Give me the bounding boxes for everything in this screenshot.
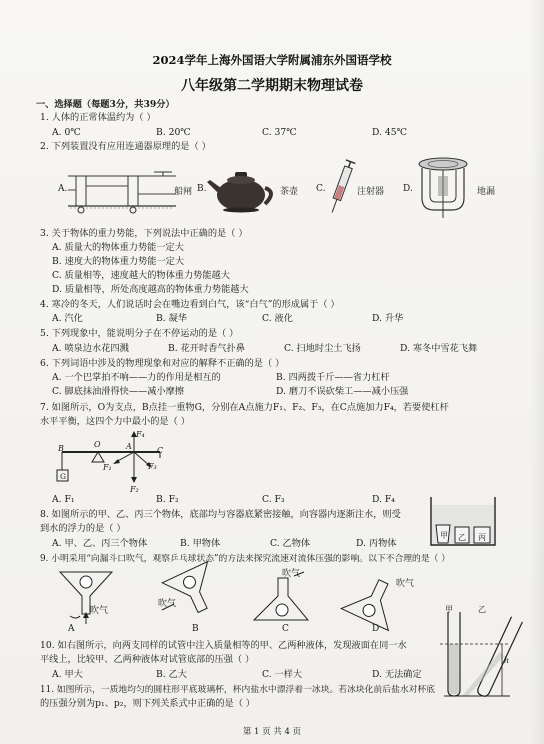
- q8-stem-line2: 到水的浮力的是（ ）: [40, 523, 126, 534]
- exam-title: 八年级第二学期期末物理试卷: [181, 78, 363, 94]
- q1-option-c: C. 37℃: [262, 127, 297, 138]
- q3-option-b: B. 速度大的物体重力势能一定大: [52, 256, 185, 267]
- lever-figure: [56, 428, 176, 504]
- q2-label-a: 船闸: [174, 187, 193, 197]
- q10-option-c: C. 一样大: [262, 669, 303, 680]
- q10-option-d: D. 无法确定: [372, 669, 422, 680]
- q9-funnel-b: [160, 566, 230, 624]
- q8-fig-jia: 甲: [440, 531, 448, 540]
- q9-stem: 9. 小明采用“向漏斗口吹气，观察乒乓球状态”的方法来探究流速对流体压强的影响。以下不合理的是（ ）: [40, 554, 451, 564]
- q3-stem: 3. 关于物体的重力势能，下列说法中正确的是（ ）: [40, 228, 248, 239]
- ship-lock-figure: [68, 164, 176, 214]
- q5-option-d: D. 寒冬中雪花飞舞: [400, 343, 478, 354]
- q10-fig-h: h: [504, 656, 510, 665]
- q10-stem-line2: 平线上，比较甲、乙两种液体对试管底部的压强（ ）: [40, 654, 255, 665]
- q1-option-d: D. 45℃: [372, 127, 407, 138]
- q2-label-d: 地漏: [477, 187, 496, 197]
- q7-option-a: A. F₁: [52, 494, 75, 505]
- q6-option-b: B. 四两拨千斤——省力杠杆: [276, 372, 390, 383]
- q3-option-a: A. 质量大的物体重力势能一定大: [52, 242, 184, 253]
- q9-label-a: A: [68, 624, 75, 634]
- q4-option-d: D. 升华: [372, 313, 404, 324]
- q1-option-b: B. 20℃: [156, 127, 191, 138]
- q9-blow-c: 吹气: [282, 569, 301, 579]
- q5-option-b: B. 花开时香气扑鼻: [168, 343, 245, 354]
- q7-fig-f2: F₂: [130, 485, 139, 494]
- q11-stem-line1: 11. 如图所示，一质地均匀的圆柱形平底玻璃杯，杯内盐水中漂浮着一冰块。若冰块化前后盐水对杯底: [40, 685, 436, 695]
- q7-stem-line1: 7. 如图所示，O为支点，B点挂一重物G，分别在A点施力F₁、F₂、F₃，在C点施加力F₄，若要使杠杆: [40, 402, 449, 413]
- q9-label-c: C: [282, 624, 289, 634]
- q8-option-a: A. 甲、乙、丙三个物体: [52, 538, 148, 549]
- q7-fig-f3: F₃: [148, 462, 157, 471]
- test-tubes-figure: [440, 610, 510, 700]
- q7-fig-b: B: [58, 444, 64, 453]
- q10-fig-yi: 乙: [478, 605, 486, 614]
- q3-option-c: C. 质量相等，速度越大的物体重力势能越大: [52, 270, 230, 281]
- q9-blow-d: 吹气: [396, 579, 415, 589]
- q6-option-a: A. 一个巴掌拍不响——力的作用是相互的: [52, 372, 221, 383]
- q4-stem: 4. 寒冷的冬天，人们说话时会在嘴边看到白气，该“白气”的形成属于（ ）: [40, 299, 340, 310]
- q7-fig-a: A: [126, 442, 132, 451]
- q7-fig-c: C: [157, 446, 164, 455]
- q3-option-d: D. 质量相等，所处高度越高的物体重力势能越大: [52, 284, 249, 295]
- q7-option-b: B. F₂: [156, 494, 179, 505]
- q8-fig-bing: 丙: [478, 533, 486, 542]
- q2-label-c-letter: C.: [316, 184, 326, 194]
- q8-stem-line1: 8. 如图所示的甲、乙、丙三个物体，底部均与容器底紧密接触，向容器内逐渐注水，则受: [40, 509, 401, 520]
- q9-label-d: D: [372, 624, 380, 634]
- q7-fig-o: O: [94, 440, 101, 449]
- q7-fig-g: G: [60, 472, 66, 481]
- school-title: 2024学年上海外国语大学附属浦东外国语学校: [152, 53, 392, 67]
- q2-label-d-letter: D.: [403, 184, 413, 194]
- q7-option-d: D. F₄: [372, 494, 395, 505]
- q5-stem: 5. 下列现象中，能说明分子在不停运动的是（ ）: [40, 328, 239, 339]
- q10-option-b: B. 乙大: [156, 669, 187, 680]
- q7-stem-line2: 水平平衡，这四个力中最小的是（ ）: [40, 416, 190, 427]
- q6-option-c: C. 脚底抹油滑得快——减小摩擦: [52, 386, 184, 397]
- q2-label-c: 注射器: [357, 187, 385, 197]
- syringe-figure: [326, 160, 356, 216]
- floor-drain-figure: [414, 156, 472, 218]
- q5-option-a: A. 喷泉边水花四溅: [52, 343, 129, 354]
- q7-fig-f1: F₁: [103, 463, 112, 472]
- q6-option-d: D. 磨刀不误砍柴工——减小压强: [276, 386, 409, 397]
- q9-funnel-c: [246, 572, 316, 624]
- teapot-figure: [207, 162, 277, 214]
- page-edge-shadow: [530, 0, 544, 744]
- q9-blow-a: 吹气: [90, 606, 109, 616]
- q10-fig-jia: 甲: [445, 605, 453, 614]
- q9-blow-b: 吹气: [158, 599, 177, 609]
- q1-option-a: A. 0℃: [52, 127, 81, 138]
- q2-label-b-letter: B.: [197, 184, 207, 194]
- q10-option-a: A. 甲大: [52, 669, 83, 680]
- q9-label-b: B: [192, 624, 199, 634]
- q5-option-c: C. 扫地时尘土飞扬: [284, 343, 361, 354]
- q7-fig-f4: F₄: [136, 430, 145, 439]
- q1-stem: 1. 人体的正常体温约为（ ）: [40, 112, 156, 123]
- q8-option-b: B. 甲物体: [180, 538, 221, 549]
- q4-option-b: B. 凝华: [156, 313, 187, 324]
- q10-stem-line1: 10. 如右图所示，向两支同样的试管中注入质量相等的甲、乙两种液体，发现液面在同一水: [40, 640, 407, 651]
- q4-option-c: C. 液化: [262, 313, 293, 324]
- q2-label-a-letter: A.: [58, 184, 68, 194]
- q6-stem: 6. 下列词语中涉及的物理现象和对应的解释不正确的是（ ）: [40, 358, 285, 369]
- q2-label-b: 茶壶: [280, 187, 299, 197]
- q11-stem-line2: 的压强分别为p₁、p₂，则下列关系式中正确的是（ ）: [40, 698, 255, 709]
- q8-fig-yi: 乙: [458, 533, 466, 542]
- q8-option-d: D. 丙物体: [356, 538, 397, 549]
- q8-option-c: C. 乙物体: [270, 538, 311, 549]
- q2-stem: 2. 下列装置没有应用连通器原理的是（ ）: [40, 141, 211, 152]
- q7-option-c: C. F₃: [262, 494, 285, 505]
- page-footer: 第 1 页 共 4 页: [242, 727, 302, 737]
- section-heading: 一、选择题（每题3分，共39分）: [36, 99, 175, 110]
- q4-option-a: A. 汽化: [52, 313, 83, 324]
